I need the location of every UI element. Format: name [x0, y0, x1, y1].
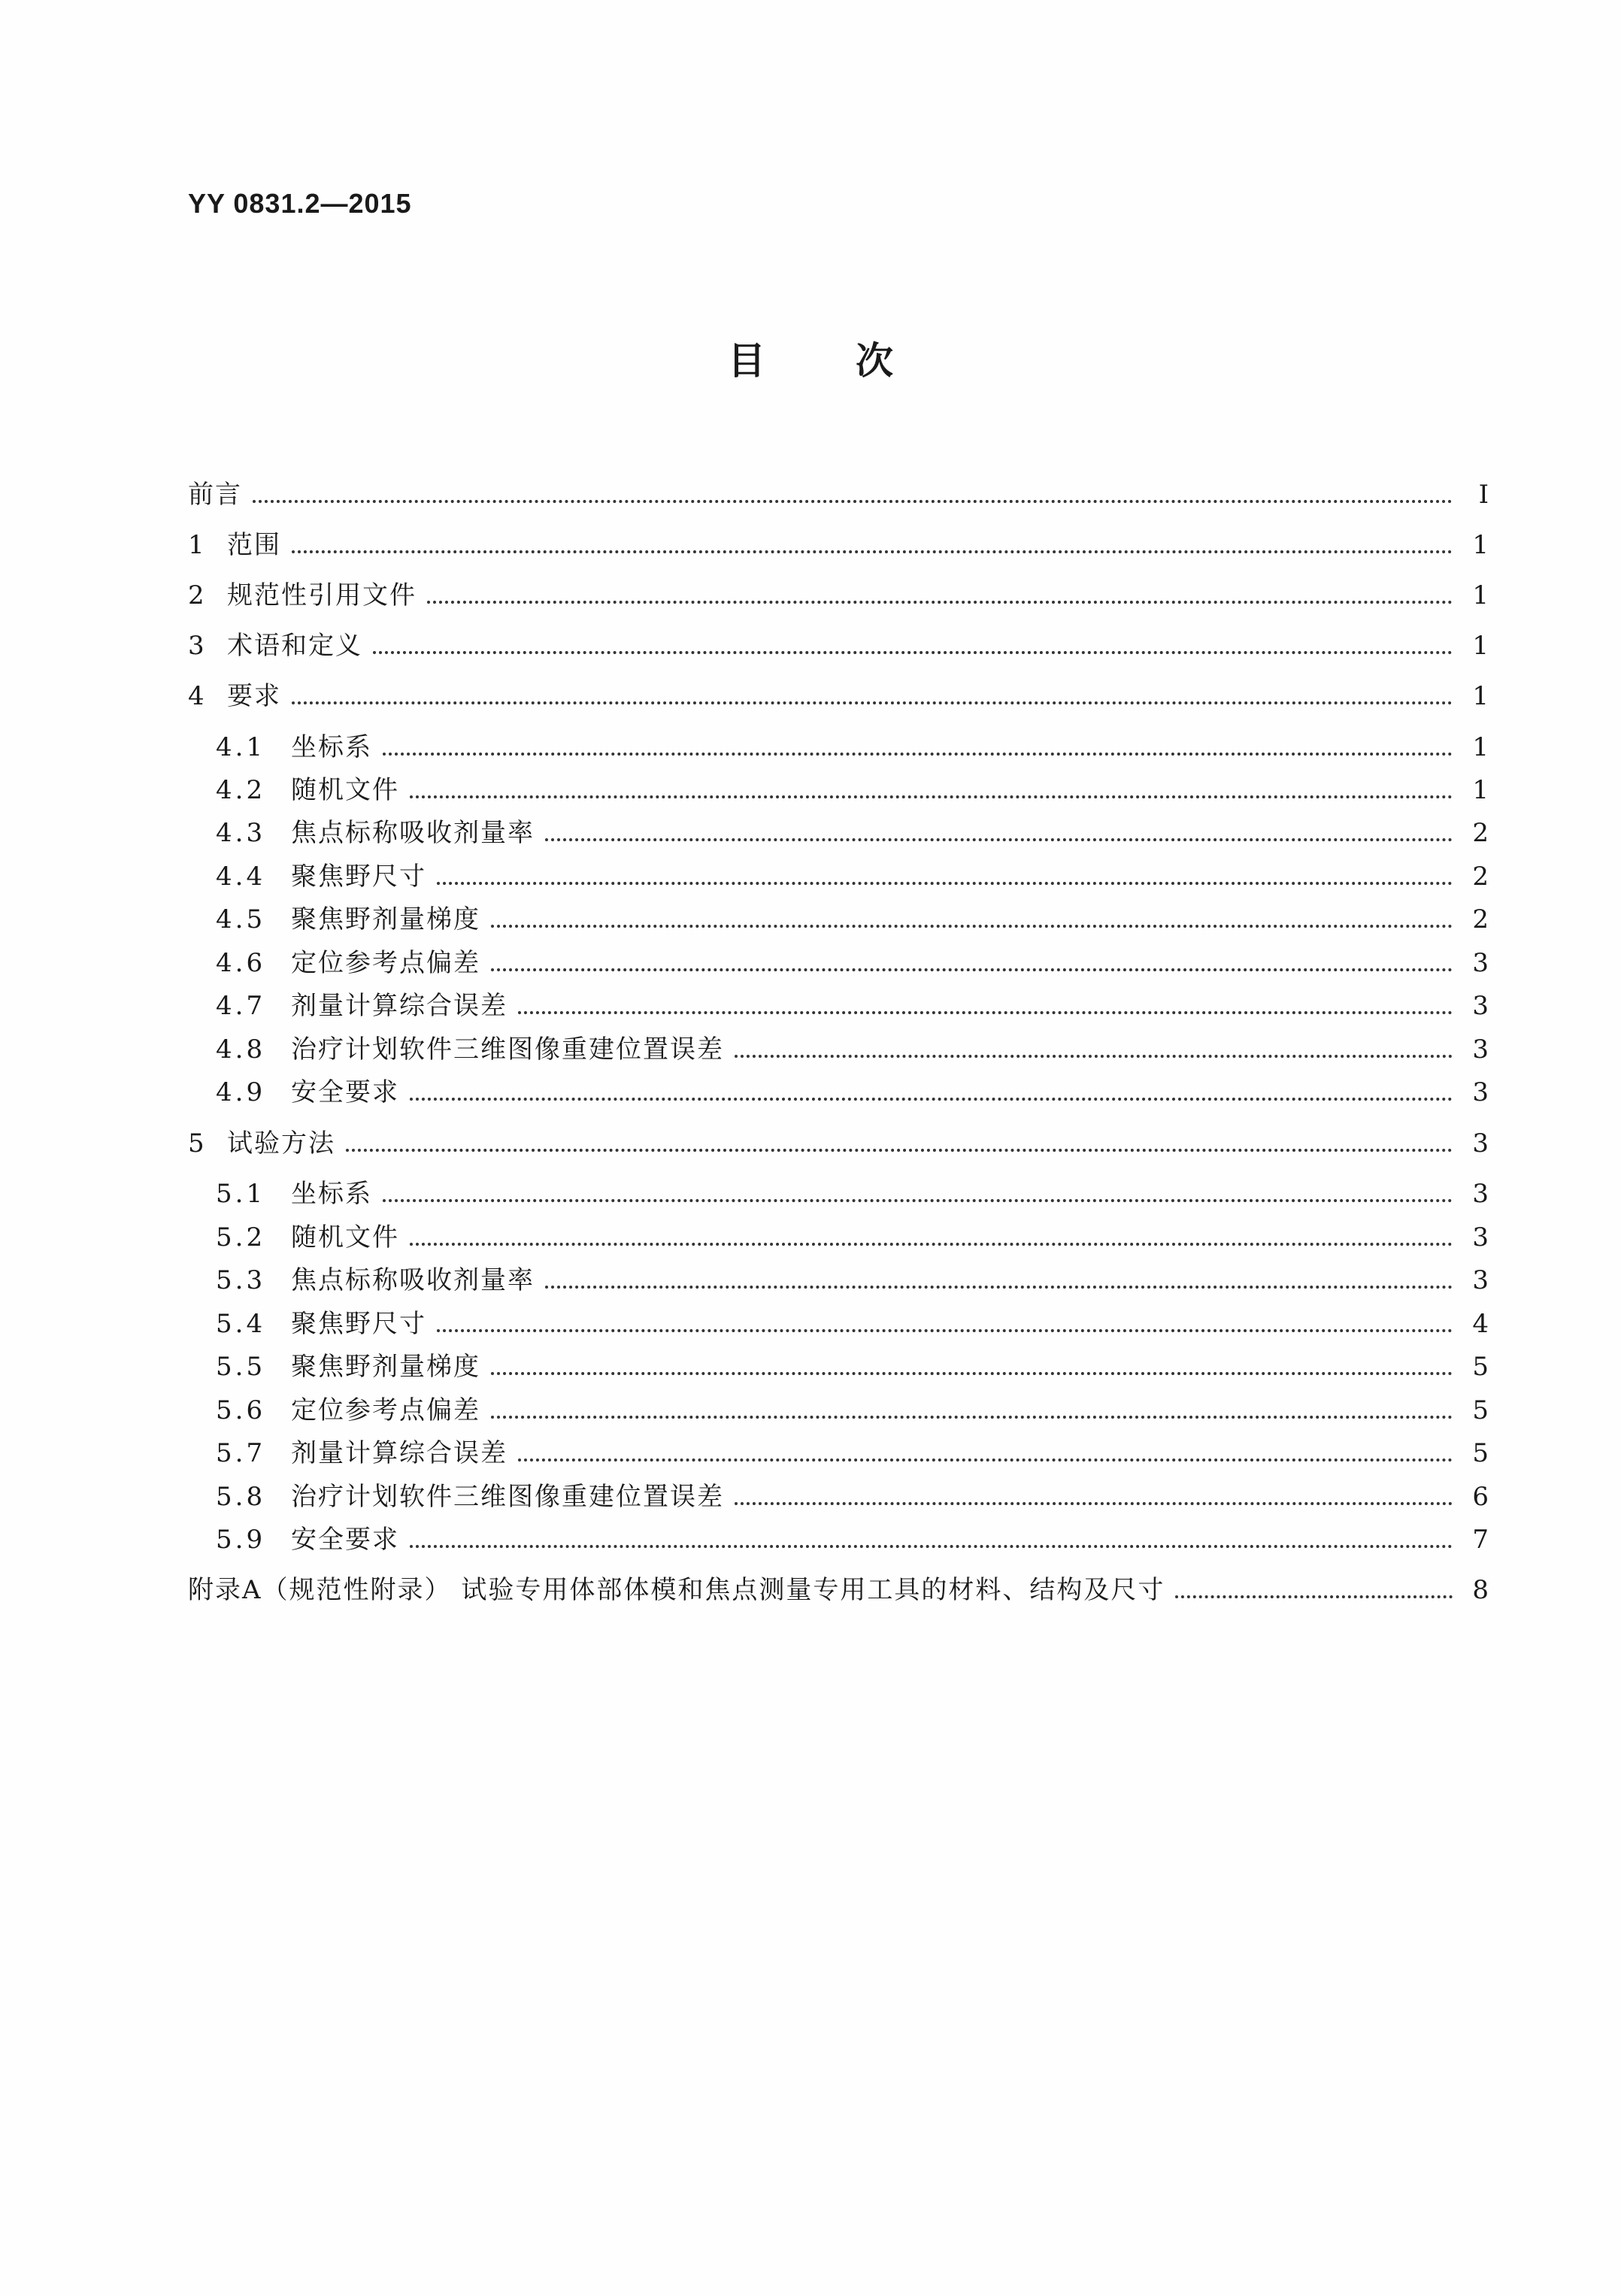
toc-dot-leader	[491, 968, 1453, 971]
toc-entry-label: 随机文件	[291, 775, 399, 805]
toc-entry-number: 4.6	[216, 948, 266, 978]
toc-entry[interactable]	[216, 769, 1489, 807]
toc-entry-number: 3	[188, 631, 205, 661]
toc-entry-label: 试验方法	[227, 1128, 335, 1159]
toc-entry-page: 4	[1472, 1309, 1489, 1339]
toc-dot-leader	[735, 1502, 1453, 1505]
toc-entry-page: 3	[1472, 1034, 1489, 1065]
toc-entry[interactable]	[216, 1216, 1489, 1254]
toc-entry-page: 3	[1472, 1179, 1489, 1209]
toc-entry-label: 焦点标称吸收剂量率	[291, 818, 535, 848]
toc-entry[interactable]	[216, 1303, 1489, 1340]
toc-entry-number: 5.5	[216, 1352, 266, 1382]
toc-entry[interactable]	[188, 1569, 1489, 1607]
toc-entry[interactable]	[216, 942, 1489, 980]
toc-entry[interactable]	[216, 726, 1489, 764]
toc-entry-number: 2	[188, 580, 205, 610]
toc-dot-leader	[383, 753, 1453, 756]
toc-entry[interactable]	[188, 524, 1489, 562]
toc-entry-number: 4.8	[216, 1034, 266, 1065]
toc-entry-page: 3	[1472, 991, 1489, 1021]
toc-entry-number: 5.3	[216, 1265, 266, 1295]
toc-entry-label: 治疗计划软件三维图像重建位置误差	[291, 1034, 724, 1065]
toc-dot-leader	[545, 1286, 1453, 1289]
toc-entry-label: 定位参考点偏差	[291, 948, 480, 978]
toc-entry-number: 4.2	[216, 775, 266, 805]
toc-entry-page: 7	[1472, 1525, 1489, 1555]
toc-entry-page: 1	[1472, 775, 1489, 805]
toc-dot-leader	[437, 882, 1453, 885]
toc-entry-page: 3	[1472, 1077, 1489, 1107]
toc-entry-number: 4.9	[216, 1077, 266, 1107]
toc-entry[interactable]	[216, 985, 1489, 1022]
toc-entry[interactable]	[216, 1259, 1489, 1297]
toc-entry[interactable]	[216, 1028, 1489, 1066]
toc-entry[interactable]	[216, 856, 1489, 893]
toc-entry-page: 8	[1472, 1575, 1489, 1605]
toc-entry[interactable]	[216, 1071, 1489, 1109]
toc-entry-label: 聚焦野剂量梯度	[291, 1352, 480, 1382]
toc-entry[interactable]	[216, 1389, 1489, 1427]
toc-entry-number: 4.3	[216, 818, 266, 848]
toc-dot-leader	[253, 500, 1453, 503]
toc-dot-leader	[518, 1011, 1453, 1014]
toc-entry-page: 5	[1472, 1438, 1489, 1468]
toc-entry-page: 3	[1472, 948, 1489, 978]
toc-dot-leader	[491, 925, 1453, 928]
toc-dot-leader	[410, 1243, 1453, 1246]
toc-dot-leader	[518, 1458, 1453, 1462]
page-title: 目次	[728, 339, 983, 383]
toc-entry-label: 聚焦野剂量梯度	[291, 904, 480, 934]
toc-entry-label: 安全要求	[291, 1525, 399, 1555]
toc-entry-label: 聚焦野尺寸	[291, 862, 426, 892]
toc-entry-label: 范围	[227, 530, 281, 560]
toc-entry[interactable]	[216, 1476, 1489, 1513]
toc-entry-number: 4.7	[216, 991, 266, 1021]
toc-entry-page: 1	[1472, 580, 1489, 610]
toc-entry[interactable]	[216, 1346, 1489, 1383]
toc-entry[interactable]	[188, 474, 1489, 511]
toc-entry-number: 5.1	[216, 1179, 266, 1209]
toc-entry-number: 1	[188, 530, 205, 560]
toc-entry-page: I	[1478, 480, 1489, 510]
toc-entry-label: 定位参考点偏差	[291, 1395, 480, 1425]
toc-entry[interactable]	[216, 1173, 1489, 1210]
toc-entry-page: 1	[1472, 681, 1489, 711]
toc-entry-number: 5.6	[216, 1395, 266, 1425]
toc-entry-number: 4	[188, 681, 205, 711]
toc-entry[interactable]	[188, 625, 1489, 662]
toc-entry-label: 治疗计划软件三维图像重建位置误差	[291, 1482, 724, 1512]
toc-entry[interactable]	[216, 898, 1489, 936]
toc-entry-number: 5	[188, 1128, 205, 1159]
toc-entry[interactable]	[188, 1122, 1489, 1160]
toc-entry-page: 3	[1472, 1265, 1489, 1295]
toc-entry-page: 6	[1472, 1482, 1489, 1512]
toc-entry-label: 坐标系	[291, 1179, 372, 1209]
toc-entry-page: 1	[1472, 732, 1489, 762]
toc-dot-leader	[292, 701, 1453, 704]
toc-entry[interactable]	[216, 1519, 1489, 1556]
toc-dot-leader	[410, 795, 1453, 798]
toc-entry-label: 术语和定义	[227, 631, 362, 661]
toc-dot-leader	[383, 1199, 1453, 1202]
toc-entry-label: 安全要求	[291, 1077, 399, 1107]
toc-dot-leader	[410, 1545, 1453, 1548]
toc-entry-label: 前言	[188, 480, 242, 510]
toc-entry[interactable]	[216, 812, 1489, 850]
toc-dot-leader	[735, 1055, 1453, 1058]
toc-dot-leader	[427, 601, 1453, 604]
toc-entry-page: 5	[1472, 1352, 1489, 1382]
toc-dot-leader	[491, 1416, 1453, 1419]
toc-dot-leader	[545, 838, 1453, 841]
toc-entry-number: 4.4	[216, 862, 266, 892]
toc-entry[interactable]	[188, 574, 1489, 612]
toc-entry[interactable]	[188, 675, 1489, 713]
toc-entry-label: 聚焦野尺寸	[291, 1309, 426, 1339]
toc-dot-leader	[410, 1098, 1453, 1101]
toc-entry-label: 剂量计算综合误差	[291, 1438, 508, 1468]
toc-entry-label: 要求	[227, 681, 281, 711]
toc-entry-page: 3	[1472, 1128, 1489, 1159]
toc-entry-number: 5.8	[216, 1482, 266, 1512]
toc-entry-page: 2	[1472, 862, 1489, 892]
standard-code: YY 0831.2—2015	[188, 188, 412, 219]
toc-dot-leader	[1175, 1595, 1453, 1598]
toc-entry-label: 规范性引用文件	[227, 580, 417, 610]
toc-entry-label: 剂量计算综合误差	[291, 991, 508, 1021]
toc-entry-number: 4.5	[216, 904, 266, 934]
toc-entry-page: 3	[1472, 1222, 1489, 1253]
toc-dot-leader	[292, 550, 1453, 553]
toc-dot-leader	[437, 1329, 1453, 1332]
toc-entry-label: 附录A（规范性附录） 试验专用体部体模和焦点测量专用工具的材料、结构及尺寸	[188, 1575, 1165, 1605]
toc-dot-leader	[491, 1372, 1453, 1375]
toc-entry-number: 5.4	[216, 1309, 266, 1339]
toc-entry-number: 4.1	[216, 732, 266, 762]
toc-entry-label: 坐标系	[291, 732, 372, 762]
toc-dot-leader	[346, 1149, 1453, 1152]
toc-entry-page: 5	[1472, 1395, 1489, 1425]
toc-entry[interactable]	[216, 1432, 1489, 1470]
toc-entry-label: 焦点标称吸收剂量率	[291, 1265, 535, 1295]
toc-entry-number: 5.7	[216, 1438, 266, 1468]
toc-entry-page: 1	[1472, 530, 1489, 560]
toc-entry-page: 1	[1472, 631, 1489, 661]
toc-entry-page: 2	[1472, 904, 1489, 934]
toc-entry-label: 随机文件	[291, 1222, 399, 1253]
toc-entry-page: 2	[1472, 818, 1489, 848]
toc-entry-number: 5.9	[216, 1525, 266, 1555]
toc-entry-number: 5.2	[216, 1222, 266, 1253]
toc-dot-leader	[373, 651, 1453, 654]
